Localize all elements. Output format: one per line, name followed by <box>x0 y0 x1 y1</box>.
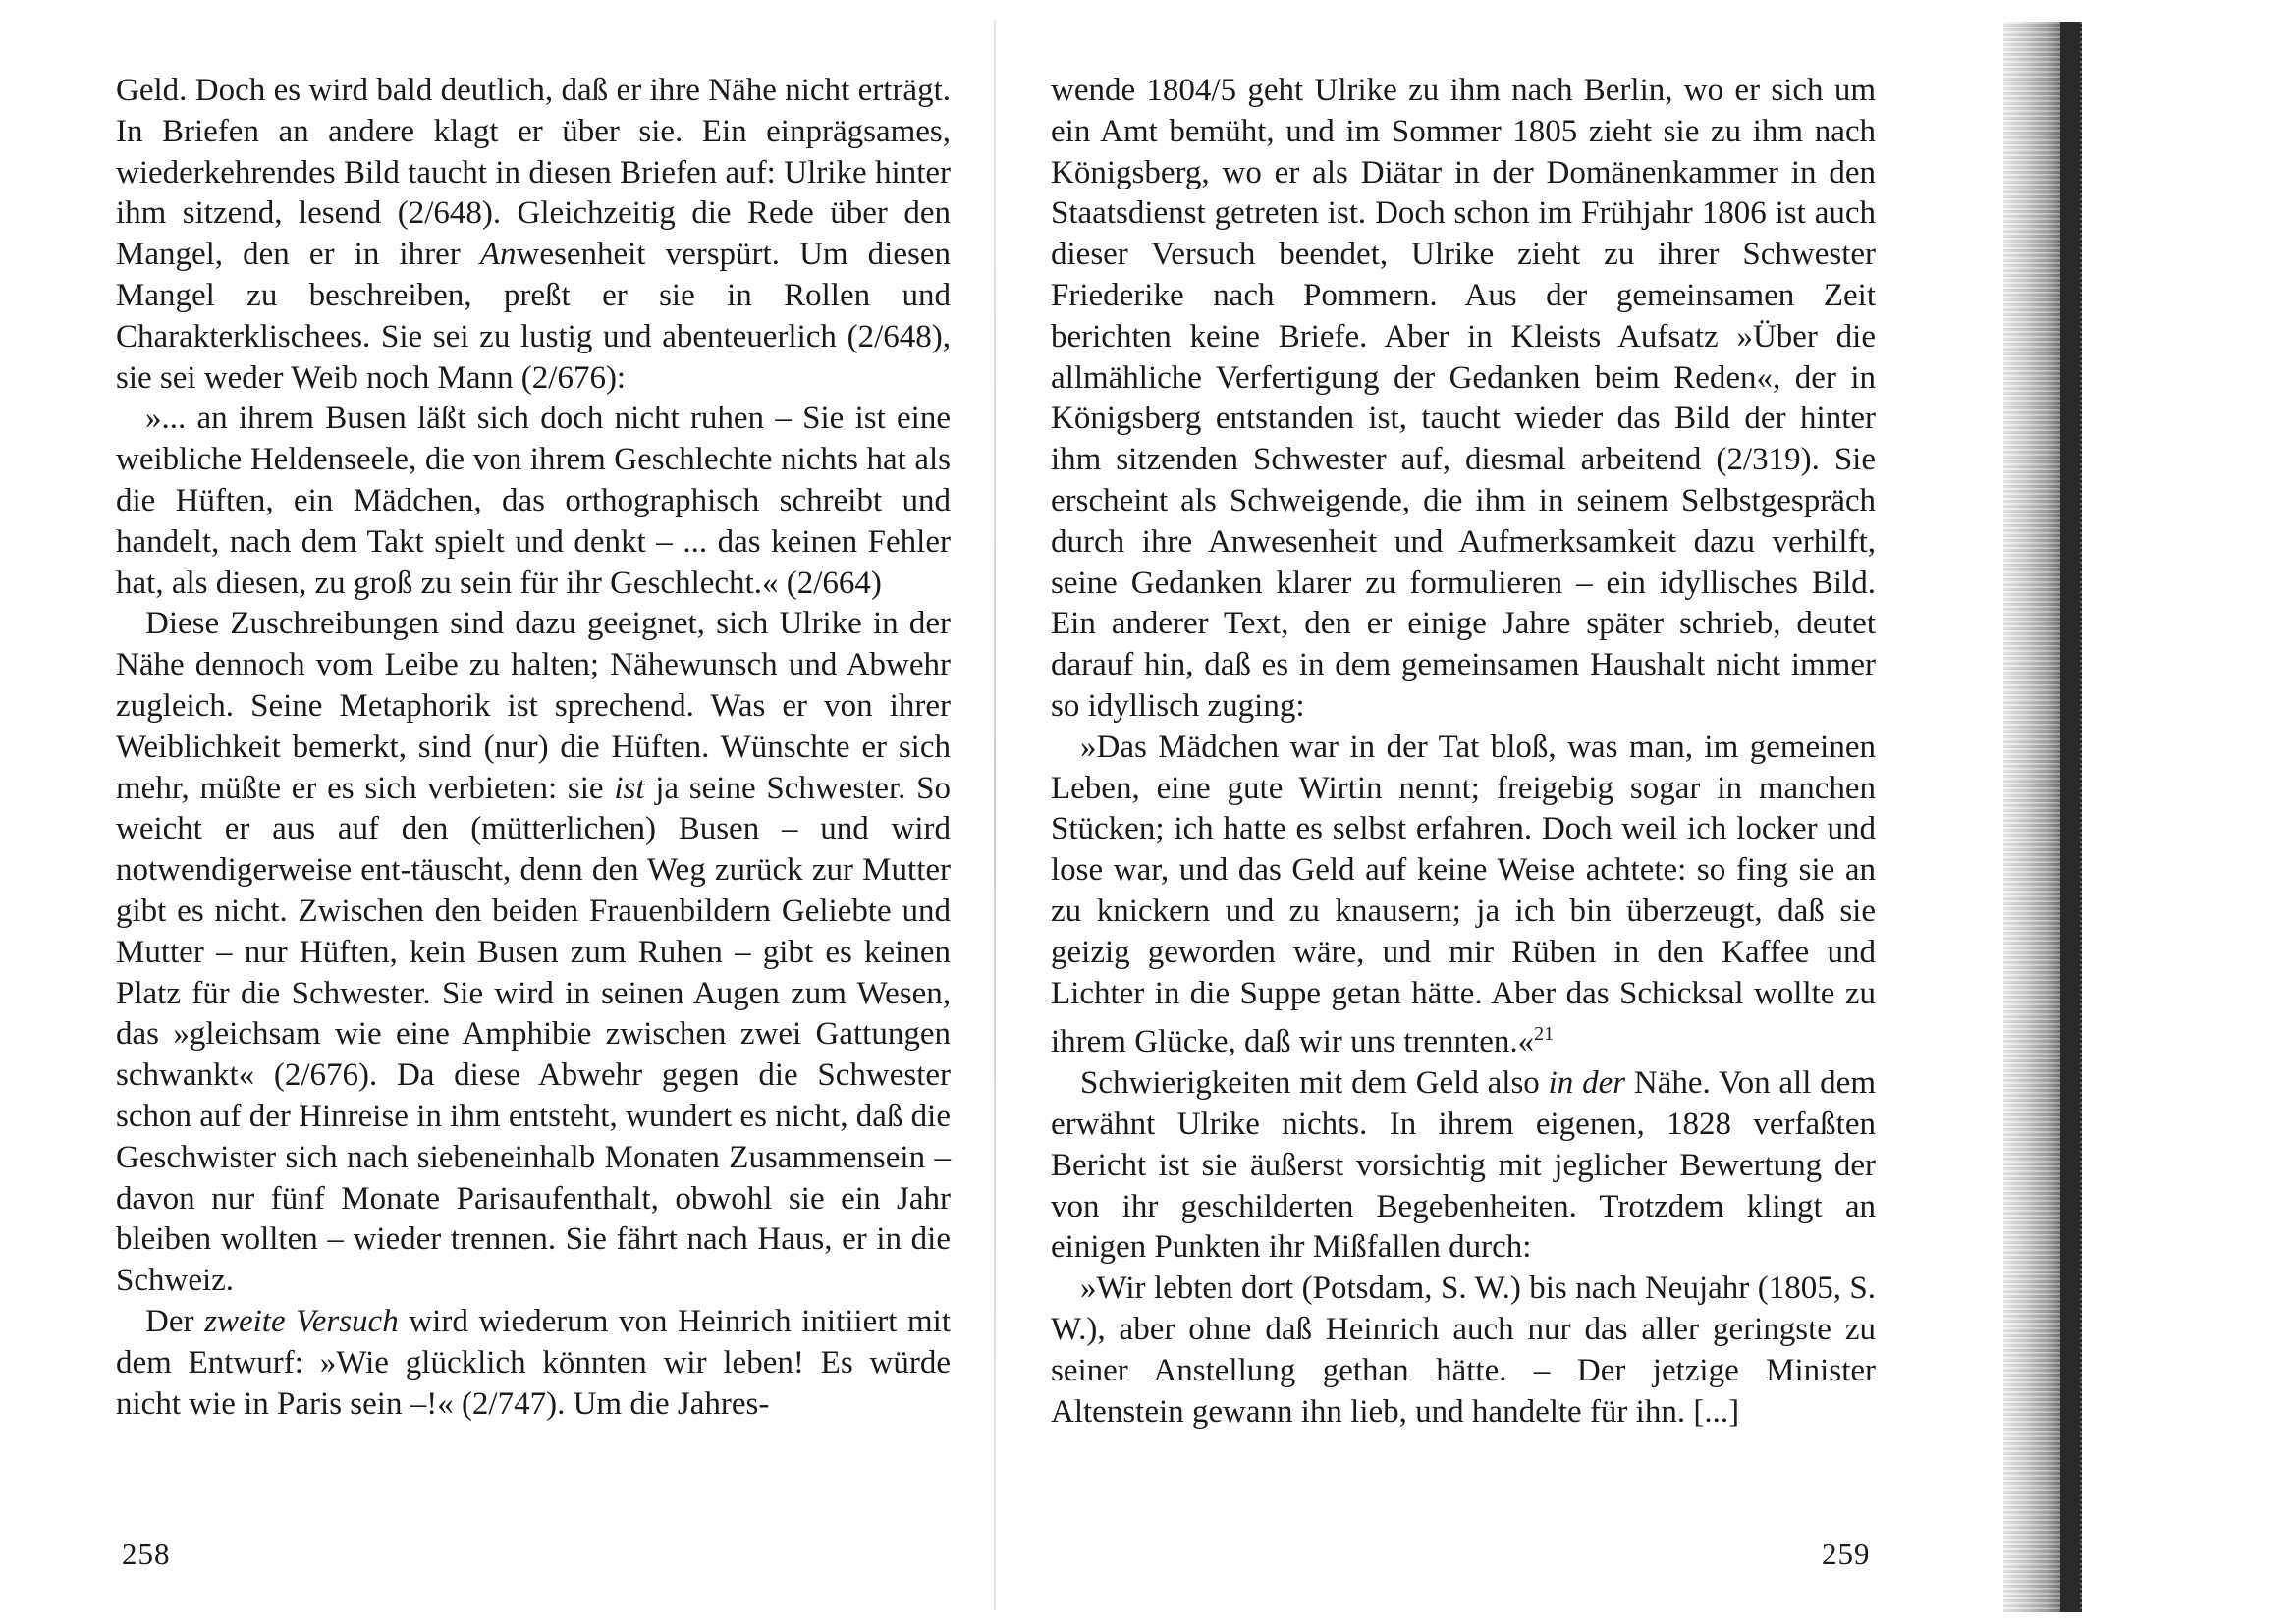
left-paragraph-4 <box>116 1302 951 1425</box>
quote-text: »Das Mädchen war in der Tat bloß, was man, im gemeinen Leben, eine gute Wirtin nennt; freigebig sogar in manchen Stücken; ich hatte es selbst erfahren. Doch weil ich locker und lose war, und das Geld auf keine Weise achtete: so fing sie an zu knickern und zu knausern; ja ich bin überzeugt, daß sie geizig geworden wäre, und mir Rüben in den Kaffee und Lichter in die Suppe getan hätte. Aber das Schicksal wollte zu ihrem Glücke, daß wir uns trennten.« <box>1051 729 1876 1060</box>
book-gutter <box>994 20 996 1610</box>
page-number-left: 258 <box>122 1537 171 1571</box>
text-segment: wird wiederum von Heinrich initiiert mit dem Entwurf: »Wie glücklich könnten wir leben! Es würde nicht wie in Paris sein –!« (2/747). Um die Jahres- <box>116 1303 952 1422</box>
left-paragraph-1 <box>116 71 951 399</box>
page-number-right: 259 <box>1822 1537 1871 1571</box>
left-quote: »... an ihrem Busen läßt sich doch nicht ruhen – Sie ist eine weibliche Heldenseele, die von ihrem Geschlechte nichts hat als die Hüften, ein Mädchen, das orthographisch schreibt und handelt, nach dem Takt spielt und denkt – ... das keinen Fehler hat, als diesen, zu groß zu sein für ihr Geschlecht.« (2/664) <box>116 401 951 601</box>
text-segment: Der <box>145 1303 205 1339</box>
text-segment: Nähe. Von all dem erwähnt Ulrike nichts. In ihrem eigenen, 1828 verfaßten Bericht ist sie äußerst vorsichtig mit jeglicher Bewertung der von ihr geschilderten Begebenheiten. Trotzdem klingt an einigen Punkten ihr Mißfallen durch: <box>1051 1065 1876 1266</box>
right-page <box>1051 71 1876 1433</box>
emphasis: in der <box>1548 1065 1626 1102</box>
left-page <box>116 71 951 1425</box>
text-segment: ja seine Schwester. So weicht er aus auf den (mütterlichen) Busen – und wird notwendigerweise ent-täuscht, denn den Weg zurück zur Mutter gibt es nicht. Zwischen den beiden Frauenbildern Geliebte und Mutter – nur Hüften, kein Busen zum Ruhen – gibt es keinen Platz für die Schwester. Sie wird in seinen Augen zum Wesen, das »gleichsam wie eine Amphibie zwischen zwei Gattungen schwankt« (2/676). Da diese Abwehr gegen die Schwester schon auf der Hinreise in ihm entsteht, wundert es nicht, daß die Geschwister sich nach siebeneinhalb Monaten Zusammensein – davon nur fünf Monate Parisaufenthalt, obwohl sie ein Jahr bleiben wollten – wieder trennen. Sie fährt nach Haus, er in die Schweiz. <box>116 770 952 1299</box>
emphasis: ist <box>614 770 645 806</box>
book-binding-edge <box>2060 22 2080 1612</box>
right-quote-2: »Wir lebten dort (Potsdam, S. W.) bis nach Neujahr (1805, S. W.), aber ohne daß Heinrich auch nur das aller geringste zu seiner Anstellung gethan hätte. – Der jetzige Minister Altenstein gewann ihn lieb, und handelte für ihn. [...] <box>1051 1271 1876 1430</box>
emphasis: An <box>479 237 517 273</box>
text-segment: wesenheit verspürt. Um diesen Mangel zu beschreiben, preßt er sie in Rollen und Charakterklischees. Sie sei zu lustig und abenteuerlich (2/648), sie sei weder Weib noch Mann (2/676): <box>116 237 951 396</box>
text-segment: Schwierigkeiten mit dem Geld also <box>1080 1065 1549 1102</box>
right-paragraph-1: wende 1804/5 geht Ulrike zu ihm nach Berlin, wo er sich um ein Amt bemüht, und im Sommer 1805 zieht sie zu ihm nach Königsberg, wo er als Diätar in der Domänenkammer in den Staatsdienst getreten ist. Doch schon im Frühjahr 1806 ist auch dieser Versuch beendet, Ulrike zieht zu ihrer Schwester Friederike nach Pommern. Aus der gemeinsamen Zeit berichten keine Briefe. Aber in Kleists Aufsatz »Über die allmähliche Verfertigung der Gedanken beim Reden«, der in Königsberg entstanden ist, taucht wieder das Bild der hinter ihm sitzenden Schwester auf, diesmal arbeitend (2/319). Sie erscheint als Schweigende, die ihm in seinem Selbstgespräch durch ihre Anwesenheit und Aufmerksamkeit dazu verhilft, seine Gedanken klarer zu formulieren – ein idyllisches Bild. Ein anderer Text, den er einige Jahre später schrieb, deutet darauf hin, daß es in dem gemeinsamen Haushalt nicht immer so idyllisch zuging: <box>1051 73 1876 724</box>
text-segment: Geld. Doch es wird bald deutlich, daß er ihre Nähe nicht erträgt. In Briefen an andere klagt er über sie. Ein einprägsames, wiederkehrendes Bild taucht in diesen Briefen auf: Ulrike hinter ihm sitzend, lesend (2/648). Gleichzeitig die Rede über den Mangel, den er in ihrer <box>116 73 951 273</box>
right-paragraph-3 <box>1051 1063 1876 1269</box>
text-segment: Diese Zuschreibungen sind dazu geeignet, sich Ulrike in der Nähe dennoch vom Leibe zu halten; Nähewunsch und Abwehr zugleich. Seine Metaphorik ist sprechend. Was er von ihrer Weiblichkeit bemerkt, sind (nur) die Hüften. Wünschte er sich mehr, müßte er es sich verbieten: sie <box>116 606 951 806</box>
right-quote-1 <box>1051 728 1876 1063</box>
emphasis: zweite Versuch <box>204 1303 399 1339</box>
footnote-marker: 21 <box>1534 1023 1555 1046</box>
left-paragraph-3 <box>116 604 951 1302</box>
